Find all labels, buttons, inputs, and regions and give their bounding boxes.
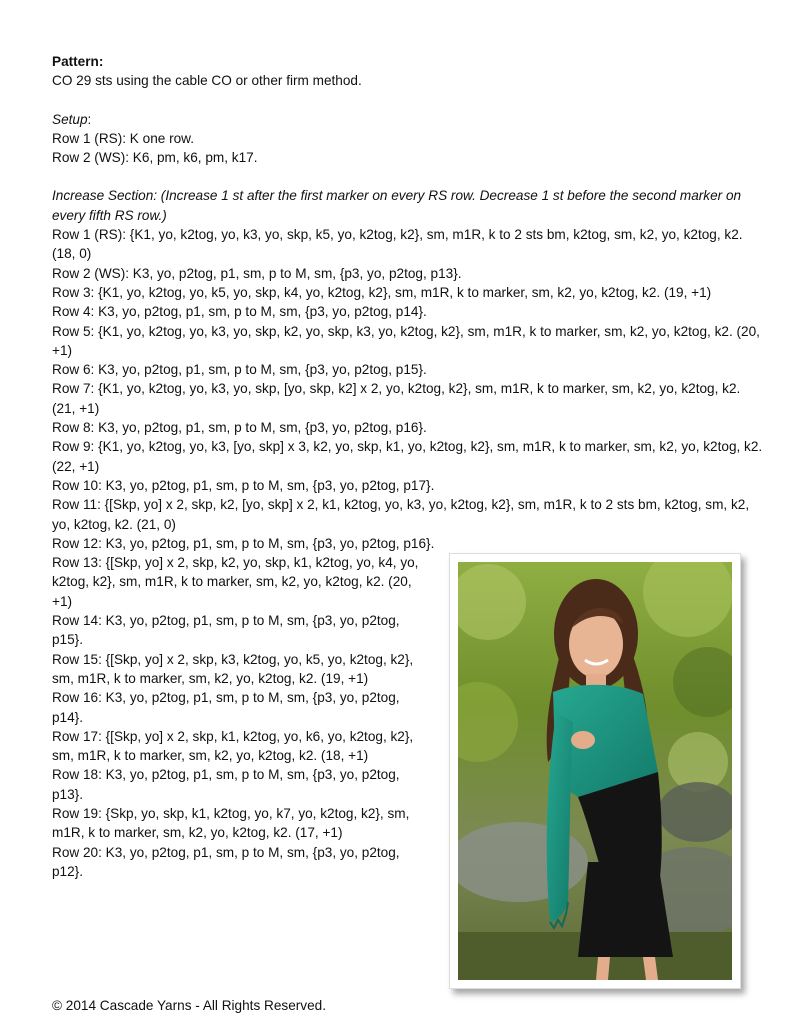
pattern-row: Row 5: {K1, yo, k2tog, yo, k3, yo, skp, k2, yo, skp, k3, yo, k2tog, k2}, sm, m1R, k to marker, sm, k2, yo, k2tog, k2. (20, +1) [52,323,760,358]
pattern-row: Row 7: {K1, yo, k2tog, yo, k3, yo, skp, [yo, skp, k2] x 2, yo, k2tog, k2}, sm, m1R, k to marker, sm, k2, yo, k2tog, k2. (21, +1) [52,381,741,416]
pattern-row: Row 16: K3, yo, p2tog, p1, sm, p to M, sm, {p3, yo, p2tog, p14}. [52,690,400,725]
pattern-row: Row 3: {K1, yo, k2tog, yo, k5, yo, skp, k4, yo, k2tog, k2}, sm, m1R, k to marker, sm, k2, yo, k2tog, k2. (19, +1) [52,284,712,300]
model-photo-illustration [458,562,732,980]
cast-on-instruction: CO 29 sts using the cable CO or other firm method. [52,73,362,89]
pattern-row: Row 19: {Skp, yo, skp, k1, k2tog, yo, k7, yo, k2tog, k2}, sm, m1R, k to marker, sm, k2, yo, k2tog, k2. (17, +1) [52,805,410,841]
pattern-row: Row 1 (RS): {K1, yo, k2tog, yo, k3, yo, skp, k5, yo, k2tog, k2}, sm, m1R, k to 2 sts bm, k2tog, sm, k2, yo, k2tog, k2. (18, 0) [52,227,743,262]
setup-heading: Setup [52,111,88,127]
pattern-row: Row 18: K3, yo, p2tog, p1, sm, p to M, sm, {p3, yo, p2tog, p13}. [52,767,400,802]
setup-rows [52,129,764,168]
pattern-row: Row 9: {K1, yo, k2tog, yo, k3, [yo, skp] x 3, k2, yo, skp, k1, yo, k2tog, k2}, sm, m1R, k to marker, sm, k2, yo, k2tog, k2. (22, +1) [52,439,763,474]
photo-frame [449,553,741,989]
pattern-row: Row 14: K3, yo, p2tog, p1, sm, p to M, sm, {p3, yo, p2tog, p15}. [52,613,400,648]
pattern-row: Row 12: K3, yo, p2tog, p1, sm, p to M, sm, {p3, yo, p2tog, p16}. [52,535,435,551]
setup-heading-colon: : [87,111,92,127]
spacer [52,91,764,110]
pattern-row: Row 8: K3, yo, p2tog, p1, sm, p to M, sm, {p3, yo, p2tog, p16}. [52,420,427,436]
pattern-row: Row 13: {[Skp, yo] x 2, skp, k2, yo, skp, k1, k2tog, yo, k4, yo, k2tog, k2}, sm, m1R, k to marker, sm, k2, yo, k2tog, k2. (20, +1) [52,555,419,609]
pattern-row: Row 6: K3, yo, p2tog, p1, sm, p to M, sm, {p3, yo, p2tog, p15}. [52,362,427,378]
increase-rows [52,225,764,553]
pattern-row: Row 15: {[Skp, yo] x 2, skp, k3, k2tog, yo, k5, yo, k2tog, k2}, sm, m1R, k to marker, sm, k2, yo, k2tog, k2. (19, +1) [52,651,414,686]
pattern-row: Row 2 (WS): K6, pm, k6, pm, k17. [52,150,258,166]
pattern-row: Row 2 (WS): K3, yo, p2tog, p1, sm, p to M, sm, {p3, yo, p2tog, p13}. [52,265,462,281]
increase-section-heading: Increase Section: (Increase 1 st after the first marker on every RS row. Decrease 1 st before the second marker on every fifth RS row.) [52,188,742,223]
pattern-row: Row 10: K3, yo, p2tog, p1, sm, p to M, sm, {p3, yo, p2tog, p17}. [52,477,435,493]
pattern-row: Row 1 (RS): K one row. [52,130,195,146]
pattern-row: Row 4: K3, yo, p2tog, p1, sm, p to M, sm, {p3, yo, p2tog, p14}. [52,304,427,320]
spacer [52,167,764,186]
pattern-row: Row 20: K3, yo, p2tog, p1, sm, p to M, sm, {p3, yo, p2tog, p12}. [52,844,400,879]
pattern-row: Row 17: {[Skp, yo] x 2, skp, k1, k2tog, yo, k6, yo, k2tog, k2}, sm, m1R, k to marker, sm, k2, yo, k2tog, k2. (18, +1) [52,728,414,764]
model-photo [458,562,732,980]
pattern-row: Row 11: {[Skp, yo] x 2, skp, k2, [yo, skp] x 2, k1, k2tog, yo, k3, yo, k2tog, k2}, sm, m1R, k to 2 sts bm, k2tog, sm, k2, yo, k2tog, k2. (21, 0) [52,497,750,532]
copyright-footer: © 2014 Cascade Yarns - All Rights Reserved. [52,998,326,1013]
pattern-heading: Pattern: [52,54,104,69]
setup-heading-line [52,110,764,129]
